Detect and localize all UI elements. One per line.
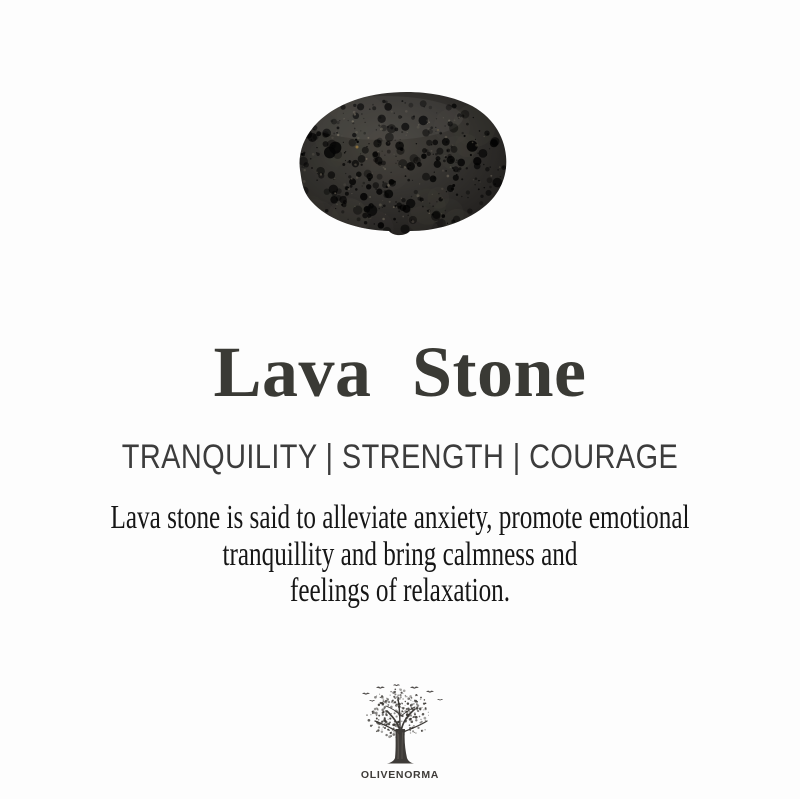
tree-foliage <box>366 688 429 738</box>
description-line-2: tranquillity and bring calmness and <box>222 535 578 573</box>
lava-stone-image <box>288 88 512 238</box>
olive-tree-logo-icon <box>348 684 452 766</box>
product-title: Lava Stone <box>213 332 587 412</box>
description-line-3: feelings of relaxation. <box>289 572 511 609</box>
product-description <box>104 500 696 610</box>
description-line-1: Lava stone is said to alleviate anxiety, promote emotional <box>110 499 690 536</box>
stone-highlight <box>303 96 463 140</box>
brand-name: OLIVENORMA <box>360 769 440 781</box>
traits-line: TRANQUILITY | STRENGTH | COURAGE <box>121 438 679 476</box>
brand-logo-block <box>0 684 800 781</box>
